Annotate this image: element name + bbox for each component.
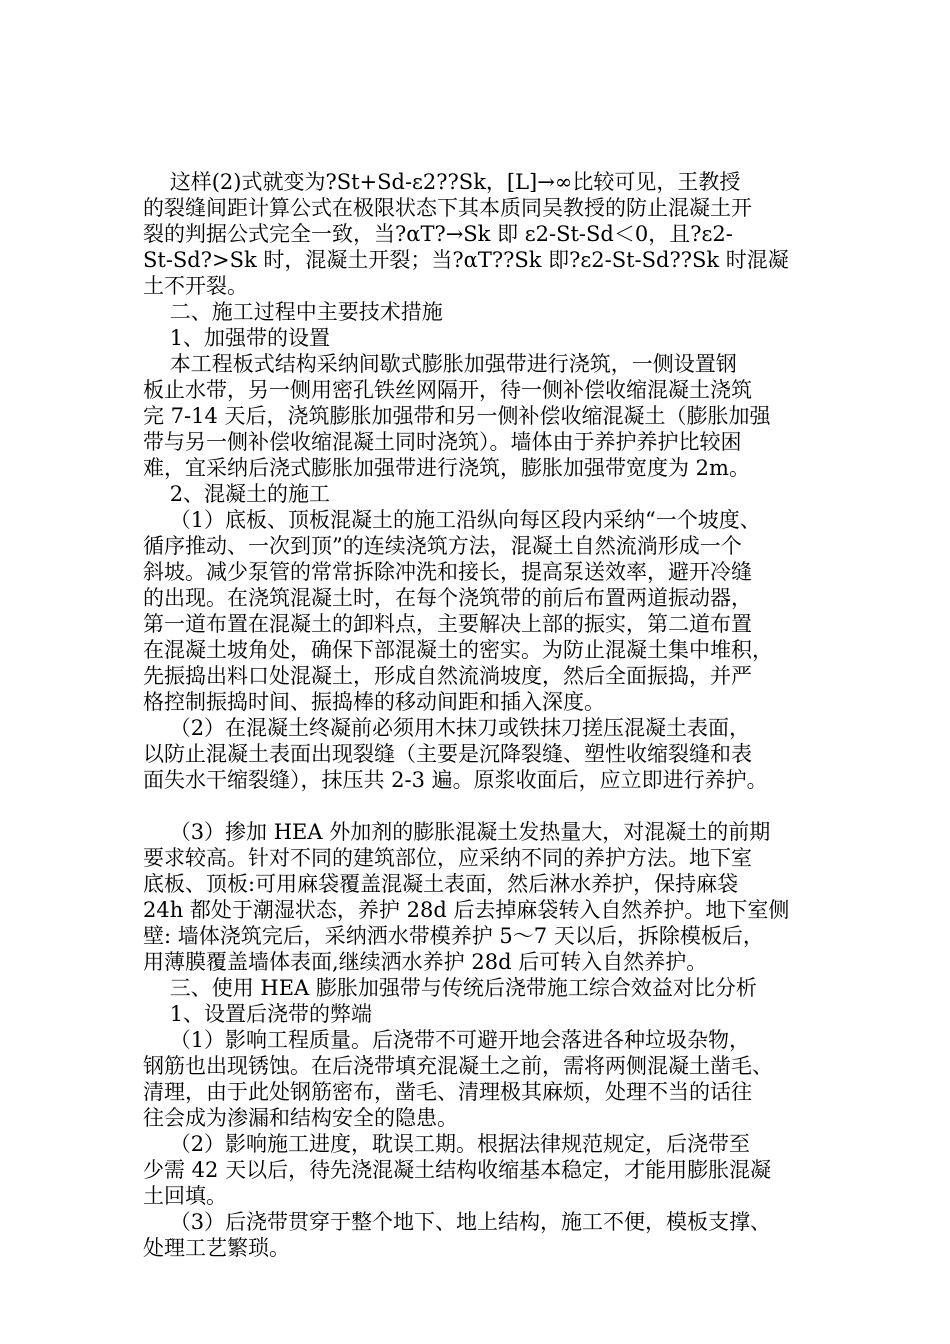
text-line: 壁: 墙体浇筑完后，采纳洒水带模养护 5～7 天以后，拆除模板后，: [143, 924, 764, 948]
text-line: 少需 42 天以后，待先浇混凝土结构收缩基本稳定，才能用膨胀混凝: [143, 1158, 772, 1182]
text-line: 本工程板式结构采纳间歇式膨胀加强带进行浇筑，一侧设置钢: [143, 352, 737, 376]
text-line: （1）影响工程质量。后浇带不可避开地会落进各种垃圾杂物，: [143, 1028, 751, 1052]
text-line: 24h 都处于潮湿状态，养护 28d 后去掉麻袋转入自然养护。地下室侧: [143, 898, 790, 922]
text-line: （1）底板、顶板混凝土的施工沿纵向每区段内采纳“一个坡度、: [143, 508, 761, 532]
text-line: 先振捣出料口处混凝土，形成自然流淌坡度，然后全面振捣，并严: [143, 664, 752, 688]
text-line: 格控制振捣时间、振捣棒的移动间距和插入深度。: [143, 690, 605, 714]
section-heading: 三、使用 HEA 膨胀加强带与传统后浇带施工综合效益对比分析: [143, 976, 757, 1000]
text-line: 以防止混凝土表面出现裂缝（主要是沉降裂缝、塑性收缩裂缝和表: [143, 742, 752, 766]
text-line: 带与另一侧补偿收缩混凝土同时浇筑）。墙体由于养护养护比较困: [143, 430, 742, 454]
text-line: （2）影响施工进度，耽误工期。根据法律规范规定，后浇带至: [143, 1132, 751, 1156]
subsection-heading: 1、设置后浇带的弊端: [143, 1002, 373, 1026]
text-line: 处理工艺繁琐。: [143, 1236, 290, 1260]
text-line: 用薄膜覆盖墙体表面,继续洒水养护 28d 后可转入自然养护。: [143, 950, 708, 974]
text-line: 完 7-14 天后，浇筑膨胀加强带和另一侧补偿收缩混凝土（膨胀加强: [143, 404, 771, 428]
text-line: 要求较高。针对不同的建筑部位，应采纳不同的养护方法。地下室: [143, 846, 752, 870]
text-line: 往会成为渗漏和结构安全的隐患。: [143, 1106, 458, 1130]
text-line: 钢筋也出现锈蚀。在后浇带填充混凝土之前，需将两侧混凝土凿毛、: [143, 1054, 773, 1078]
text-line: 这样(2)式就变为?St+Sd-ε2??Sk，[L]→∞比较可见，王教授: [143, 170, 741, 194]
text-line: 清理，由于此处钢筋密布，凿毛、清理极其麻烦，处理不当的话往: [143, 1080, 752, 1104]
text-line: 板止水带，另一侧用密孔铁丝网隔开，待一侧补偿收缩混凝土浇筑: [143, 378, 752, 402]
text-line: 难，宜采纳后浇式膨胀加强带进行浇筑，膨胀加强带宽度为 2m。: [143, 456, 750, 480]
document-body: [143, 169, 828, 1261]
subsection-heading: 1、加强带的设置: [143, 326, 331, 350]
text-line: 的裂缝间距计算公式在极限状态下其本质同吴教授的防止混凝土开: [143, 196, 752, 220]
text-line: 的出现。在浇筑混凝土时，在每个浇筑带的前后布置两道振动器，: [143, 586, 752, 610]
text-line: 第一道布置在混凝土的卸料点，主要解决上部的振实，第二道布置: [143, 612, 752, 636]
text-line: （2）在混凝土终凝前必须用木抹刀或铁抹刀搓压混凝土表面，: [143, 716, 751, 740]
text-line: 在混凝土坡角处，确保下部混凝土的密实。为防止混凝土集中堆积，: [143, 638, 773, 662]
section-heading: 二、施工过程中主要技术措施: [143, 300, 443, 324]
text-line: （3）后浇带贯穿于整个地下、地上结构，施工不便，模板支撑、: [143, 1210, 772, 1234]
text-line: 循序推动、一次到顶”的连续浇筑方法，混凝土自然流淌形成一个: [143, 534, 742, 558]
text-line: 裂的判据公式完全一致，当?αT?→Sk 即 ε2-St-Sd＜0，且?ε2-: [143, 222, 733, 246]
text-line: 土回填。: [143, 1184, 227, 1208]
text-line: （3）掺加 HEA 外加剂的膨胀混凝土发热量大，对混凝土的前期: [143, 820, 771, 844]
text-line: 面失水干缩裂缝），抹压共 2-3 遍。原浆收面后，应立即进行养护。: [143, 768, 768, 792]
text-line: 土不开裂。: [143, 274, 248, 298]
text-line: 底板、顶板:可用麻袋覆盖混凝土表面，然后淋水养护，保持麻袋: [143, 872, 739, 896]
text-line: 斜坡。减少泵管的常常拆除冲洗和接长，提高泵送效率，避开冷缝: [143, 560, 752, 584]
subsection-heading: 2、混凝土的施工: [143, 482, 331, 506]
text-line: St-Sd?>Sk 时，混凝土开裂；当?αT??Sk 即?ε2-St-Sd??Sk 时混凝: [143, 248, 789, 272]
